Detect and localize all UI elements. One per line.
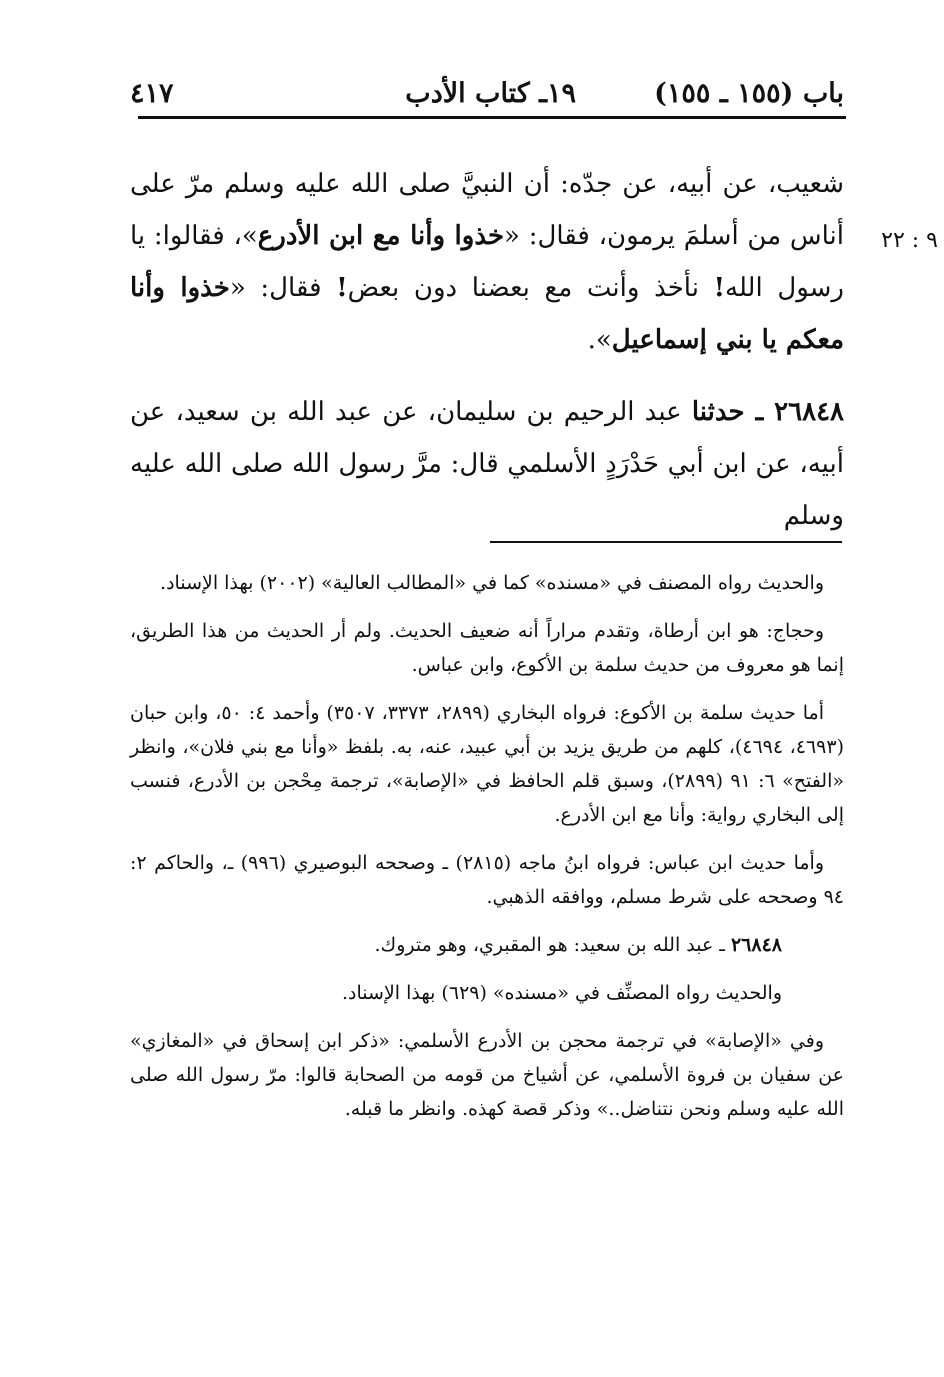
bold-quote: خذوا وأنا مع ابن الأدرع <box>257 221 505 251</box>
footnote-paragraph: والحديث رواه المصنِّف في «مسنده» (٦٢٩) بهذا الإسناد. <box>342 982 782 1004</box>
footnote-paragraph: أما حديث سلمة بن الأكوع: فرواه البخاري (٢٨٩٩، ٣٣٧٣، ٣٥٠٧) وأحمد ٤: ٥٠، وابن حبان (٤٦٩٣، ٤٦٩٤)، كلهم من طريق يزيد بن أبي عبيد، عنه، به. بلفظ «وأنا مع بني فلان»، وانظر «الفتح» ٦: ٩١ (٢٨٩٩)، وسبق قلم الحافظ في «الإصابة»، ترجمة مِحْجن بن الأدرع، فنسب إلى البخاري رواية: وأنا مع ابن الأدرع. <box>130 702 845 826</box>
text-run: عبد الرحيم بن سليمان، عن عبد الله بن سعيد، عن أبيه، عن ابن أبي حَدْرَدٍ الأسلمي قال: مرَّ رسول الله صلى الله عليه وسلم <box>130 397 844 531</box>
hadith-number: ٢٦٨٤٨ ـ <box>755 397 844 427</box>
text-run: نأخذ وأنت مع بعضنا دون بعض <box>347 273 714 303</box>
page-header <box>130 72 844 116</box>
footnote-paragraph: وفي «الإصابة» في ترجمة محجن بن الأدرع الأسلمي: «ذكر ابن إسحاق في «المغازي» عن سفيان بن فروة الأسلمي، عن أشياخ من قومه من الصحابة قالوا: مرّ رسول الله صلى الله عليه وسلم ونحن نتناضل..» وذكر قصة كهذه. وانظر ما قبله. <box>130 1030 844 1120</box>
footnote-paragraph: والحديث رواه المصنف في «مسنده» كما في «المطالب العالية» (٢٠٠٢) بهذا الإسناد. <box>160 572 824 594</box>
main-text <box>130 158 844 542</box>
text-run: »، فقالوا: يا رسول الله <box>130 221 844 303</box>
text-run: ». <box>587 325 612 355</box>
page-number: ٤١٧ <box>130 78 174 109</box>
hadith-paragraph <box>130 386 844 542</box>
text-run: ـ عبد الله بن سعيد: هو المقبري، وهو متروك. <box>374 934 731 956</box>
footnote-paragraph <box>130 928 844 962</box>
bold-mark: ! <box>336 273 348 303</box>
footnotes <box>130 566 844 1140</box>
chapter-heading: باب (١٥٥ ـ ١٥٥) <box>654 78 844 109</box>
book-title: ١٩ـ كتاب الأدب <box>405 78 576 109</box>
hadith-paragraph <box>130 158 844 366</box>
bold-quote: خذوا وأنا معكم يا بني إسماعيل <box>130 273 844 355</box>
bold-mark: ! <box>713 273 725 303</box>
footnote-paragraph: وأما حديث ابن عباس: فرواه ابنُ ماجه (٢٨١٥) ـ وصححه البوصيري (٩٩٦) ـ، والحاكم ٢: ٩٤ وصححه على شرط مسلم، ووافقه الذهبي. <box>130 852 844 908</box>
bold-word: حدثنا <box>691 397 756 427</box>
text-run: فقال: « <box>229 273 337 303</box>
footnote-number: ٢٦٨٤٨ <box>730 934 782 956</box>
text-run: شعيب، عن أبيه، عن جدّه: أن النبيَّ صلى الله عليه وسلم مرّ على أناس من أسلمَ يرمون، فقال: « <box>130 169 844 251</box>
footnote-paragraph: وحجاج: هو ابن أرطاة، وتقدم مراراً أنه ضعيف الحديث. ولم أر الحديث من هذا الطريق، إنما هو معروف من حديث سلمة بن الأكوع، وابن عباس. <box>130 620 844 676</box>
header-rule <box>138 116 846 119</box>
footnote-separator <box>490 541 842 543</box>
margin-reference: ٩ : ٢٢ <box>881 228 938 253</box>
